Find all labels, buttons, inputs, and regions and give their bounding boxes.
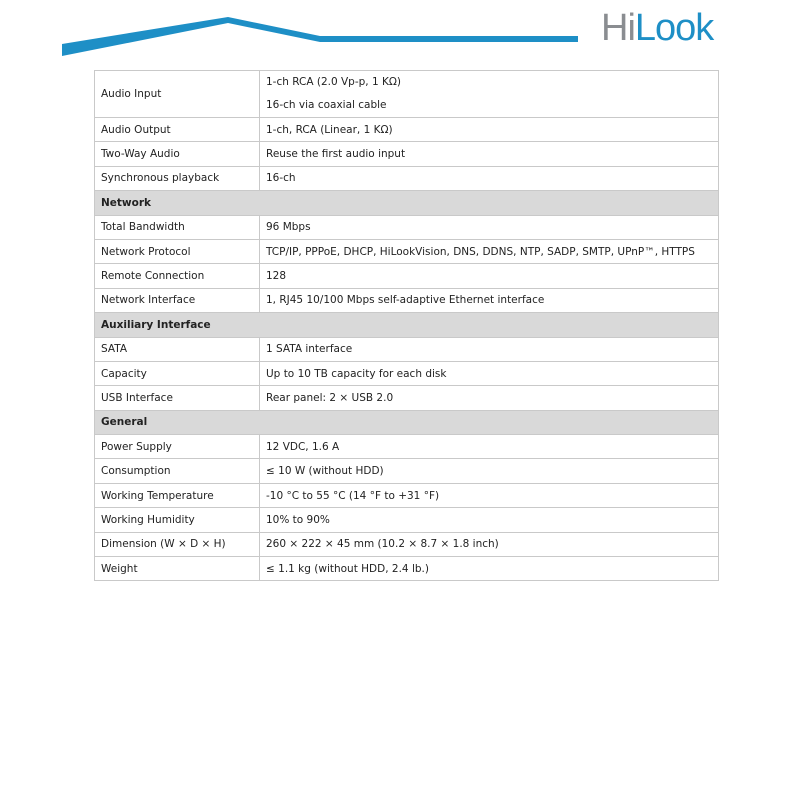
section-title: General [95, 410, 719, 434]
spec-value: 1, RJ45 10/100 Mbps self-adaptive Ethernet interface [260, 288, 719, 312]
spec-value: Up to 10 TB capacity for each disk [260, 361, 719, 385]
spec-row [95, 142, 719, 166]
spec-row [95, 118, 719, 142]
spec-value: ≤ 1.1 kg (without HDD, 2.4 lb.) [260, 557, 719, 581]
spec-key: Network Interface [95, 288, 260, 312]
spec-value [260, 71, 719, 118]
section-header-row [95, 410, 719, 434]
spec-value: Reuse the first audio input [260, 142, 719, 166]
spec-table [94, 70, 719, 581]
spec-key: Working Humidity [95, 508, 260, 532]
spec-key: Capacity [95, 361, 260, 385]
spec-value: 1-ch, RCA (Linear, 1 KΩ) [260, 118, 719, 142]
spec-row [95, 459, 719, 483]
logo-hi-text: Hi [601, 7, 635, 49]
section-header-row [95, 313, 719, 337]
spec-row [95, 239, 719, 263]
spec-row [95, 288, 719, 312]
spec-row [95, 166, 719, 190]
spec-key: Synchronous playback [95, 166, 260, 190]
spec-key: Remote Connection [95, 264, 260, 288]
hilook-logo [601, 6, 713, 50]
spec-key: Power Supply [95, 435, 260, 459]
spec-key: USB Interface [95, 386, 260, 410]
spec-row [95, 386, 719, 410]
spec-value-line: 16-ch via coaxial cable [266, 99, 387, 111]
spec-key: SATA [95, 337, 260, 361]
section-title: Network [95, 191, 719, 215]
spec-value: TCP/IP, PPPoE, DHCP, HiLookVision, DNS, DDNS, NTP, SADP, SMTP, UPnP™, HTTPS [260, 239, 719, 263]
spec-row [95, 337, 719, 361]
spec-value: 260 × 222 × 45 mm (10.2 × 8.7 × 1.8 inch) [260, 532, 719, 556]
spec-value: Rear panel: 2 × USB 2.0 [260, 386, 719, 410]
spec-key: Weight [95, 557, 260, 581]
spec-value: ≤ 10 W (without HDD) [260, 459, 719, 483]
spec-value: 16-ch [260, 166, 719, 190]
spec-key: Consumption [95, 459, 260, 483]
section-header-row [95, 191, 719, 215]
section-title: Auxiliary Interface [95, 313, 719, 337]
spec-row [95, 264, 719, 288]
spec-row [95, 483, 719, 507]
spec-row [95, 532, 719, 556]
spec-key: Network Protocol [95, 239, 260, 263]
spec-row [95, 215, 719, 239]
spec-key: Dimension (W × D × H) [95, 532, 260, 556]
spec-table-body [95, 71, 719, 581]
spec-row [95, 361, 719, 385]
spec-value: 96 Mbps [260, 215, 719, 239]
spec-row [95, 557, 719, 581]
spec-key: Audio Output [95, 118, 260, 142]
spec-value: 10% to 90% [260, 508, 719, 532]
logo-look-text: Look [634, 7, 714, 49]
spec-value: -10 °C to 55 °C (14 °F to +31 °F) [260, 483, 719, 507]
spec-row [95, 508, 719, 532]
spec-row [95, 71, 719, 118]
spec-row [95, 435, 719, 459]
spec-key: Audio Input [95, 71, 260, 118]
spec-key: Two-Way Audio [95, 142, 260, 166]
spec-value: 12 VDC, 1.6 A [260, 435, 719, 459]
spec-key: Total Bandwidth [95, 215, 260, 239]
spec-key: Working Temperature [95, 483, 260, 507]
spec-value: 128 [260, 264, 719, 288]
spec-value: 1 SATA interface [260, 337, 719, 361]
spec-value-line: 1-ch RCA (2.0 Vp-p, 1 KΩ) [266, 76, 401, 88]
